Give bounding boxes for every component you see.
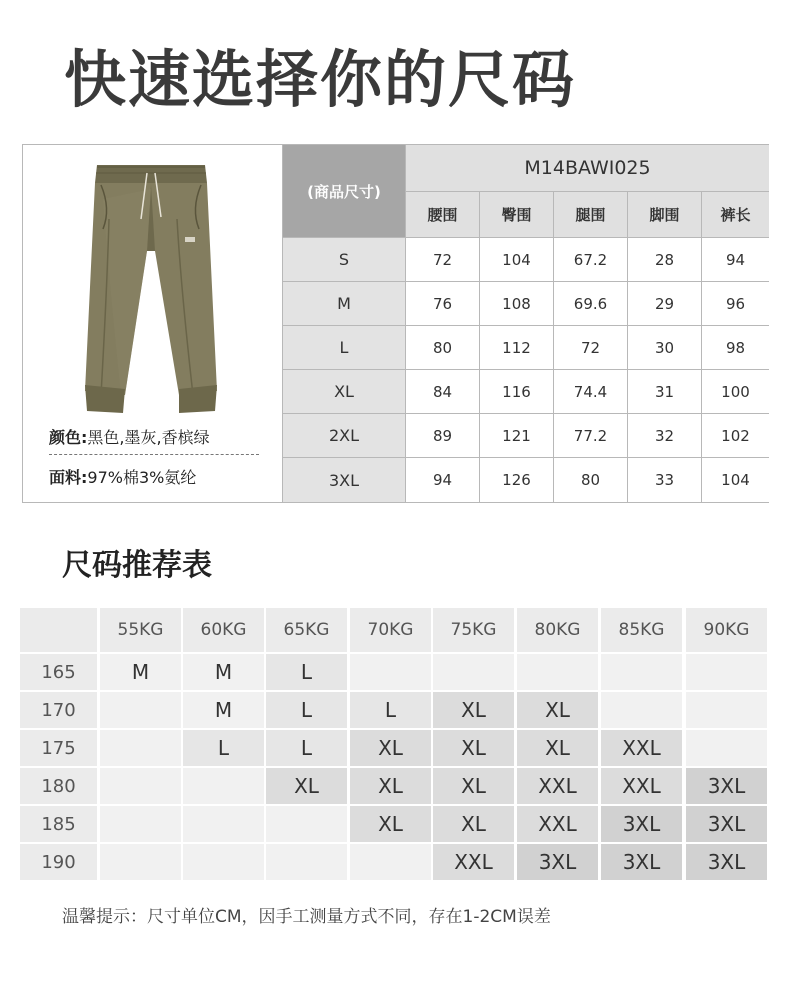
height-row-label: 170 [20,692,97,728]
recommendation-cell [100,844,181,880]
size-column-header: 腰围 [406,192,480,238]
size-table-cell: 30 [628,326,702,370]
height-row-label: 190 [20,844,97,880]
size-table-cell: 121 [480,414,554,458]
color-info [49,425,210,448]
material-label: 面料: [49,468,88,487]
recommendation-cell: 3XL [686,768,767,804]
weight-column-header: 70KG [350,608,431,652]
recommendation-cell: XL [433,768,514,804]
height-row-label: 175 [20,730,97,766]
color-value: 黑色,墨灰,香槟绿 [87,428,210,447]
size-table-cell: 31 [628,370,702,414]
size-table-cell: 100 [702,370,769,414]
recommendation-table [20,608,770,880]
size-table-cell: 84 [406,370,480,414]
recommendation-cell: XL [433,730,514,766]
size-table-cell: 108 [480,282,554,326]
recommendation-cell: L [266,654,347,690]
recommendation-cell [183,844,264,880]
recommendation-cell: L [266,730,347,766]
size-row-label: 3XL [283,458,406,502]
recommendation-cell: M [100,654,181,690]
size-table-cell: 33 [628,458,702,502]
recommendation-cell: XL [517,692,598,728]
recommendation-cell: 3XL [601,806,682,842]
model-number: M14BAWI025 [406,145,769,192]
size-table-cell: 29 [628,282,702,326]
recommendation-cell: L [350,692,431,728]
recommendation-cell [183,806,264,842]
recommendation-cell: M [183,692,264,728]
page-title: 快速选择你的尺码 [64,43,577,116]
recommendation-cell: 3XL [517,844,598,880]
size-table-cell: 76 [406,282,480,326]
recommendation-cell [350,654,431,690]
recommendation-cell: 3XL [686,844,767,880]
size-table-cell: 72 [554,326,628,370]
recommendation-cell [433,654,514,690]
size-label-header: (商品尺寸) [283,145,406,238]
recommendation-cell [601,692,682,728]
recommendation-cell [100,806,181,842]
size-row-label: 2XL [283,414,406,458]
size-table-cell: 112 [480,326,554,370]
pants-icon [81,159,221,417]
recommendation-cell [100,730,181,766]
size-table-cell: 80 [406,326,480,370]
weight-column-header: 75KG [433,608,514,652]
size-row-label: M [283,282,406,326]
recommendation-cell [183,768,264,804]
recommendation-cell [601,654,682,690]
height-row-label: 185 [20,806,97,842]
size-table-cell: 102 [702,414,769,458]
recommendation-cell: XXL [601,730,682,766]
size-table-cell: 28 [628,238,702,282]
size-row-label: XL [283,370,406,414]
recommendation-cell: XXL [517,768,598,804]
size-table-cell: 74.4 [554,370,628,414]
recommendation-cell: 3XL [686,806,767,842]
recommendation-cell: XXL [601,768,682,804]
recommendation-cell: M [183,654,264,690]
size-table-cell: 89 [406,414,480,458]
recommendation-cell: XL [433,692,514,728]
recommendation-cell: L [266,692,347,728]
recommendation-cell [266,806,347,842]
recommendation-cell [100,692,181,728]
color-label: 颜色: [49,428,88,447]
size-table-cell: 96 [702,282,769,326]
size-table-cell: 104 [480,238,554,282]
divider [49,454,259,455]
footer-note: 温馨提示：尺寸单位CM，因手工测量方式不同，存在1-2CM误差 [62,907,551,927]
size-table-cell: 104 [702,458,769,502]
size-table [283,145,769,502]
size-table-cell: 72 [406,238,480,282]
recommendation-cell [100,768,181,804]
size-table-cell: 67.2 [554,238,628,282]
size-row-label: S [283,238,406,282]
material-value: 97%棉3%氨纶 [87,468,197,487]
weight-column-header: 60KG [183,608,264,652]
recommendation-cell: L [183,730,264,766]
recommendation-cell: 3XL [601,844,682,880]
size-table-cell: 94 [702,238,769,282]
size-table-cell: 77.2 [554,414,628,458]
recommendation-cell: XXL [517,806,598,842]
recommendation-cell [686,692,767,728]
weight-column-header: 90KG [686,608,767,652]
size-table-cell: 98 [702,326,769,370]
size-table-cell: 69.6 [554,282,628,326]
recommendation-cell [350,844,431,880]
size-chart [22,144,769,503]
recommendation-cell [686,730,767,766]
height-row-label: 180 [20,768,97,804]
recommendation-cell [686,654,767,690]
product-panel [23,145,283,502]
recommendation-cell: XL [350,730,431,766]
size-column-header: 臀围 [480,192,554,238]
size-table-cell: 126 [480,458,554,502]
recommendation-cell [517,654,598,690]
height-row-label: 165 [20,654,97,690]
size-column-header: 脚围 [628,192,702,238]
recommendation-cell: XXL [433,844,514,880]
size-table-cell: 80 [554,458,628,502]
recommendation-cell: XL [350,806,431,842]
material-info [49,465,196,488]
weight-column-header: 65KG [266,608,347,652]
weight-column-header: 85KG [601,608,682,652]
recommendation-cell: XL [350,768,431,804]
recommendation-cell [266,844,347,880]
weight-column-header: 55KG [100,608,181,652]
recommendation-cell: XL [517,730,598,766]
size-table-cell: 94 [406,458,480,502]
recommendation-cell: XL [266,768,347,804]
size-row-label: L [283,326,406,370]
size-table-cell: 32 [628,414,702,458]
size-column-header: 裤长 [702,192,769,238]
size-column-header: 腿围 [554,192,628,238]
rec-corner-cell [20,608,97,652]
recommendation-cell: XL [433,806,514,842]
weight-column-header: 80KG [517,608,598,652]
recommendation-title: 尺码推荐表 [62,548,212,583]
size-table-cell: 116 [480,370,554,414]
